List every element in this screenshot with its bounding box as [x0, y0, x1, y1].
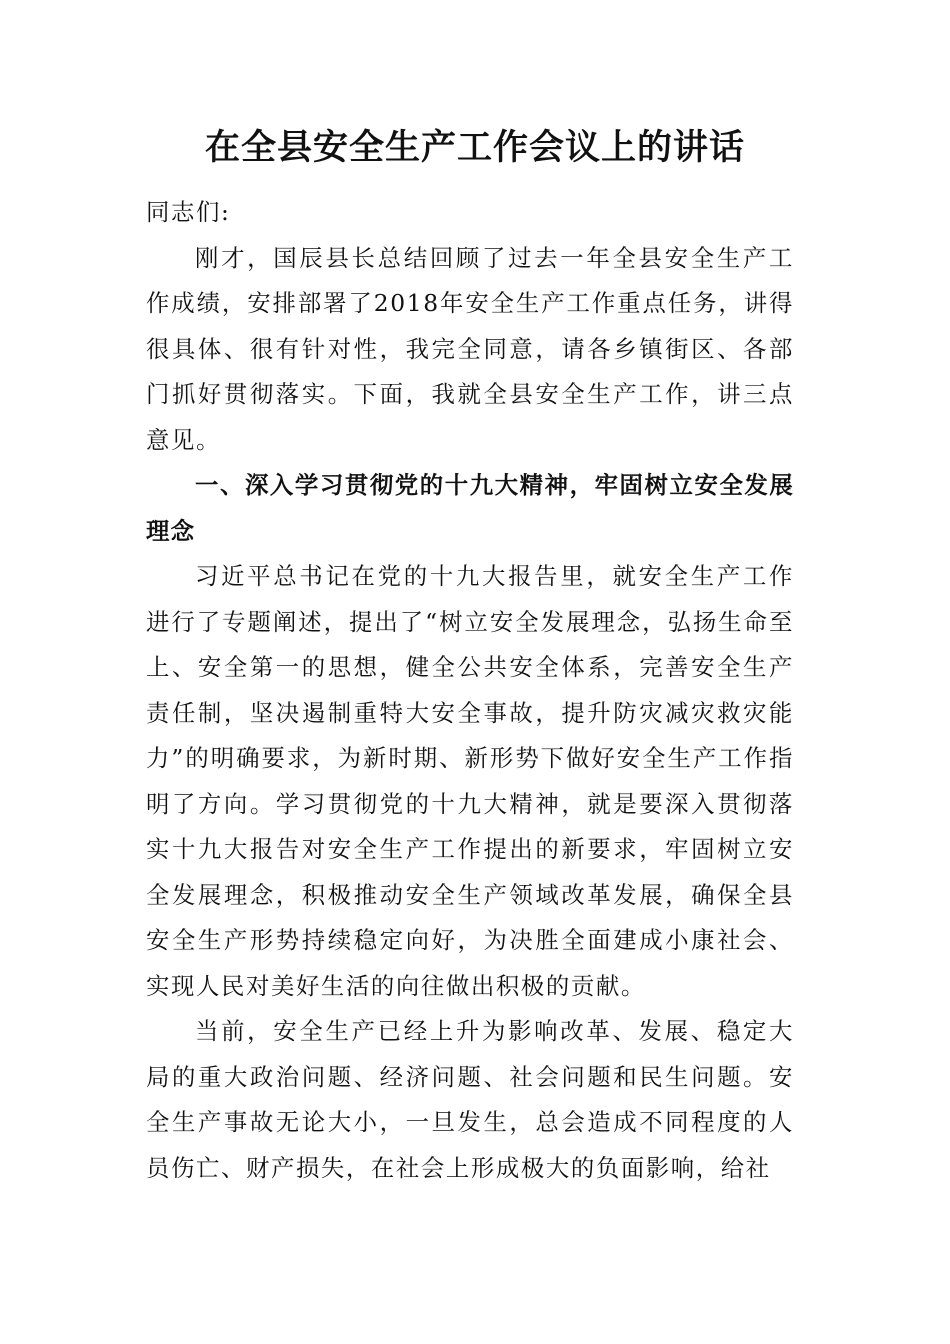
- section-heading: 一、深入学习贯彻党的十九大精神，牢固树立安全发展理念: [146, 471, 794, 545]
- document-body: [146, 190, 794, 1191]
- section-paragraph: 习近平总书记在党的十九大报告里，就安全生产工作进行了专题阐述，提出了“树立安全发展理念，弘扬生命至上、安全第一的思想，健全公共安全体系，完善安全生产责任制，坚决遏制重特大安全事故，提升防灾减灾救灾能力”的明确要求，为新时期、新形势下做好安全生产工作指明了方向。学习贯彻党的十九大精神，就是要深入贯彻落实十九大报告对安全生产工作提出的新要求，牢固树立安全发展理念，积极推动安全生产领域改革发展，确保全县安全生产形势持续稳定向好，为决胜全面建成小康社会、实现人民对美好生活的向往做出积极的贡献。: [146, 562, 794, 1000]
- salutation: 同志们:: [146, 198, 231, 226]
- section-paragraph: 当前，安全生产已经上升为影响改革、发展、稳定大局的重大政治问题、经济问题、社会问题和民生问题。安全生产事故无论大小，一旦发生，总会造成不同程度的人员伤亡、财产损失，在社会上形成极大的负面影响，给社: [146, 1017, 794, 1182]
- document-title: 在全县安全生产工作会议上的讲话: [204, 127, 745, 168]
- intro-paragraph: 刚才，国辰县长总结回顾了过去一年全县安全生产工作成绩，安排部署了2018年安全生产工作重点任务，讲得很具体、很有针对性，我完全同意，请各乡镇街区、各部门抓好贯彻落实。下面，我就全县安全生产工作，讲三点意见。: [146, 243, 794, 454]
